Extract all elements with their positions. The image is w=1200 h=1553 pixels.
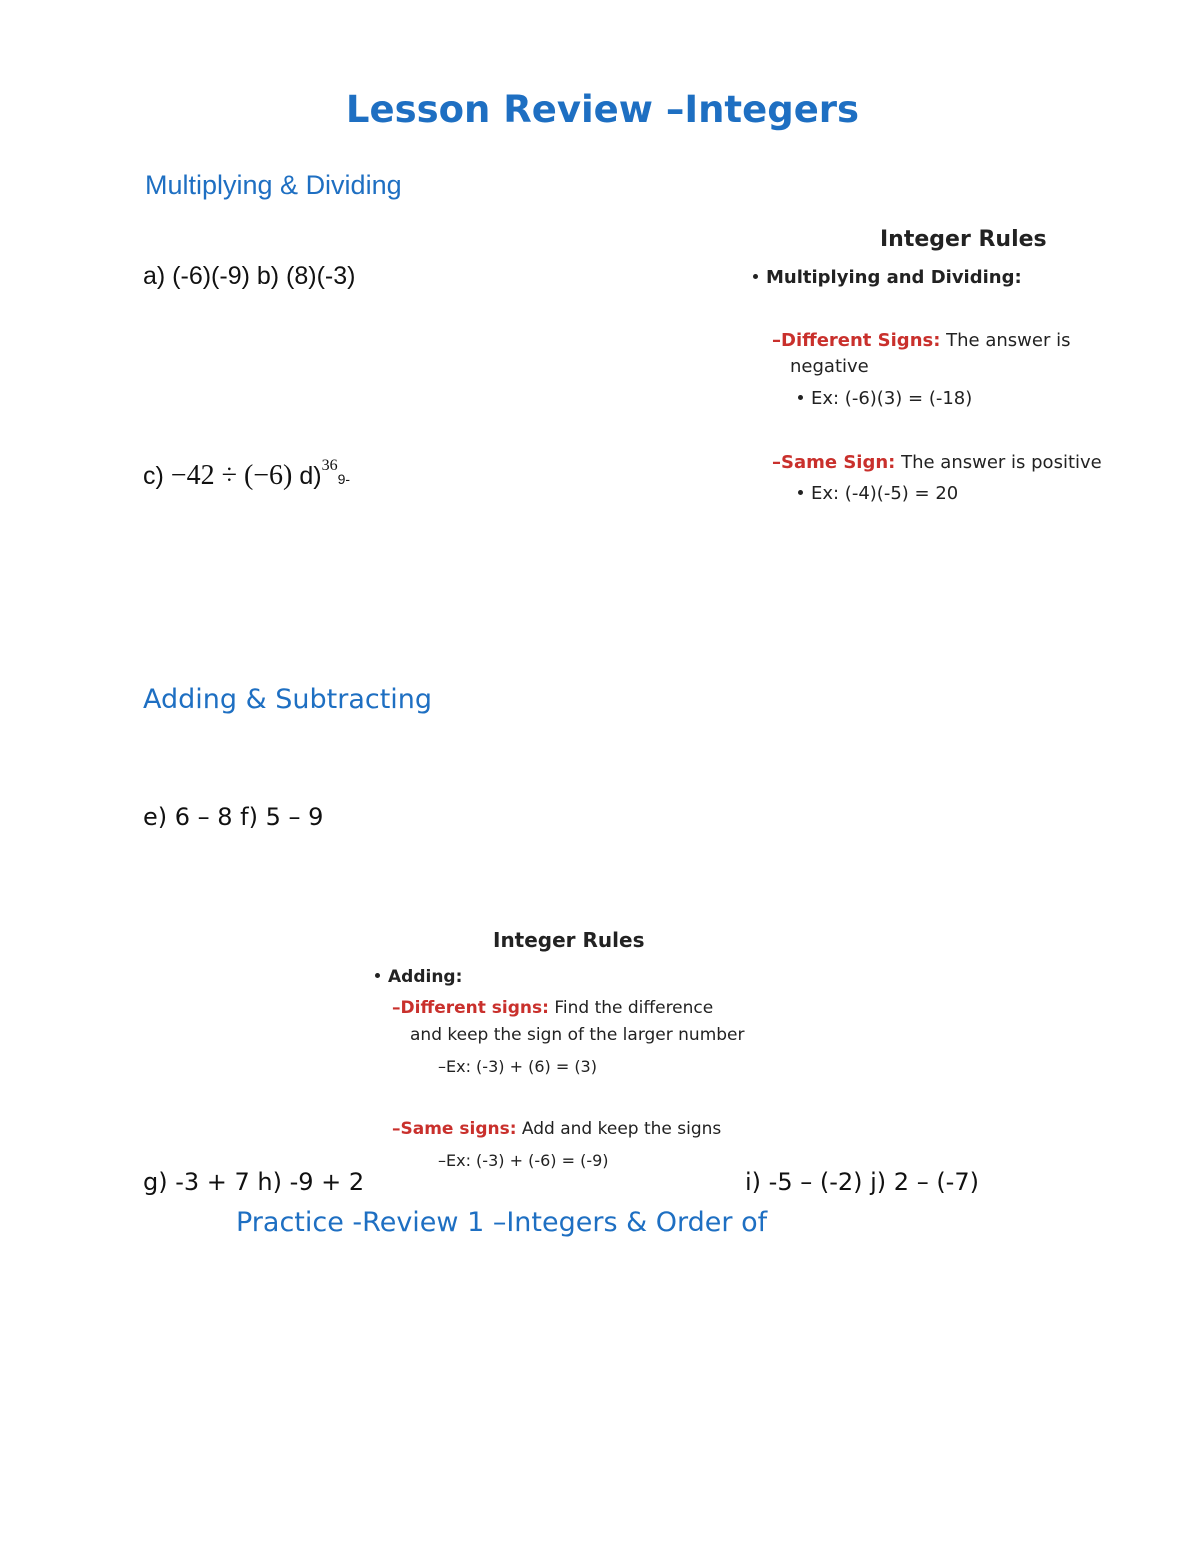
integer-rules-adding [370,925,750,1175]
rules-title: Integer Rules [493,928,645,952]
rule-same-example-text: Ex: (-4)(-5) = 20 [811,483,959,504]
rules-title: Integer Rules [880,227,1047,252]
bullet-icon [375,973,380,978]
rule-different-text: Find the difference [548,998,714,1018]
problem-d-numerator: 36 [321,457,338,474]
rule-different-text: The answer is [940,330,1071,351]
problem-d-denominator: 9- [337,471,351,487]
bullet-icon [798,490,803,495]
rule-different-label: –Different signs: [392,998,549,1018]
rule-same-signs [392,1119,721,1139]
bullet-icon [753,274,758,279]
rule-same-sign [772,452,1102,473]
rules-bullet-heading [375,967,462,987]
rule-different-example [798,388,972,409]
rule-same-text: Add and keep the signs [516,1119,722,1139]
problems-a-b: a) (-6)(-9) b) (8)(-3) [143,262,356,290]
rule-different-example-text: Ex: (-6)(3) = (-18) [811,388,973,409]
page-title: Lesson Review –Integers [345,88,860,131]
rule-different-signs [772,330,1070,351]
rule-same-label: –Same signs: [392,1119,517,1139]
rule-same-example [798,483,958,504]
rule-different-text-cont: and keep the sign of the larger number [410,1025,745,1045]
problem-c-label: c) [143,462,171,490]
section-heading-multiplying: Multiplying & Dividing [145,170,402,200]
rule-same-example: –Ex: (-3) + (-6) = (-9) [438,1151,609,1170]
problems-g-h: g) -3 + 7 h) -9 + 2 [143,1168,365,1196]
rule-same-text: The answer is positive [895,452,1102,473]
problems-e-f: e) 6 – 8 f) 5 – 9 [143,803,324,831]
bullet-icon [798,395,803,400]
integer-rules-multiplying [745,222,1145,522]
rule-same-label: –Same Sign: [772,452,896,473]
problem-d-label: d) [292,462,322,490]
rules-bullet-text: Multiplying and Dividing: [766,267,1022,288]
rule-different-text-cont: negative [790,356,869,377]
rule-different-signs [392,998,713,1018]
rule-different-example: –Ex: (-3) + (6) = (3) [438,1057,597,1076]
rule-different-label: –Different Signs: [772,330,941,351]
problems-i-j: i) -5 – (-2) j) 2 – (-7) [745,1168,979,1196]
rules-bullet-heading [753,267,1022,288]
problem-c-expression: −42 ÷ (−6) [170,460,293,491]
practice-review-heading: Practice -Review 1 –Integers & Order of [236,1207,768,1238]
section-heading-adding: Adding & Subtracting [143,684,433,715]
rules-bullet-text: Adding: [388,967,463,987]
problems-c-d [143,457,351,492]
